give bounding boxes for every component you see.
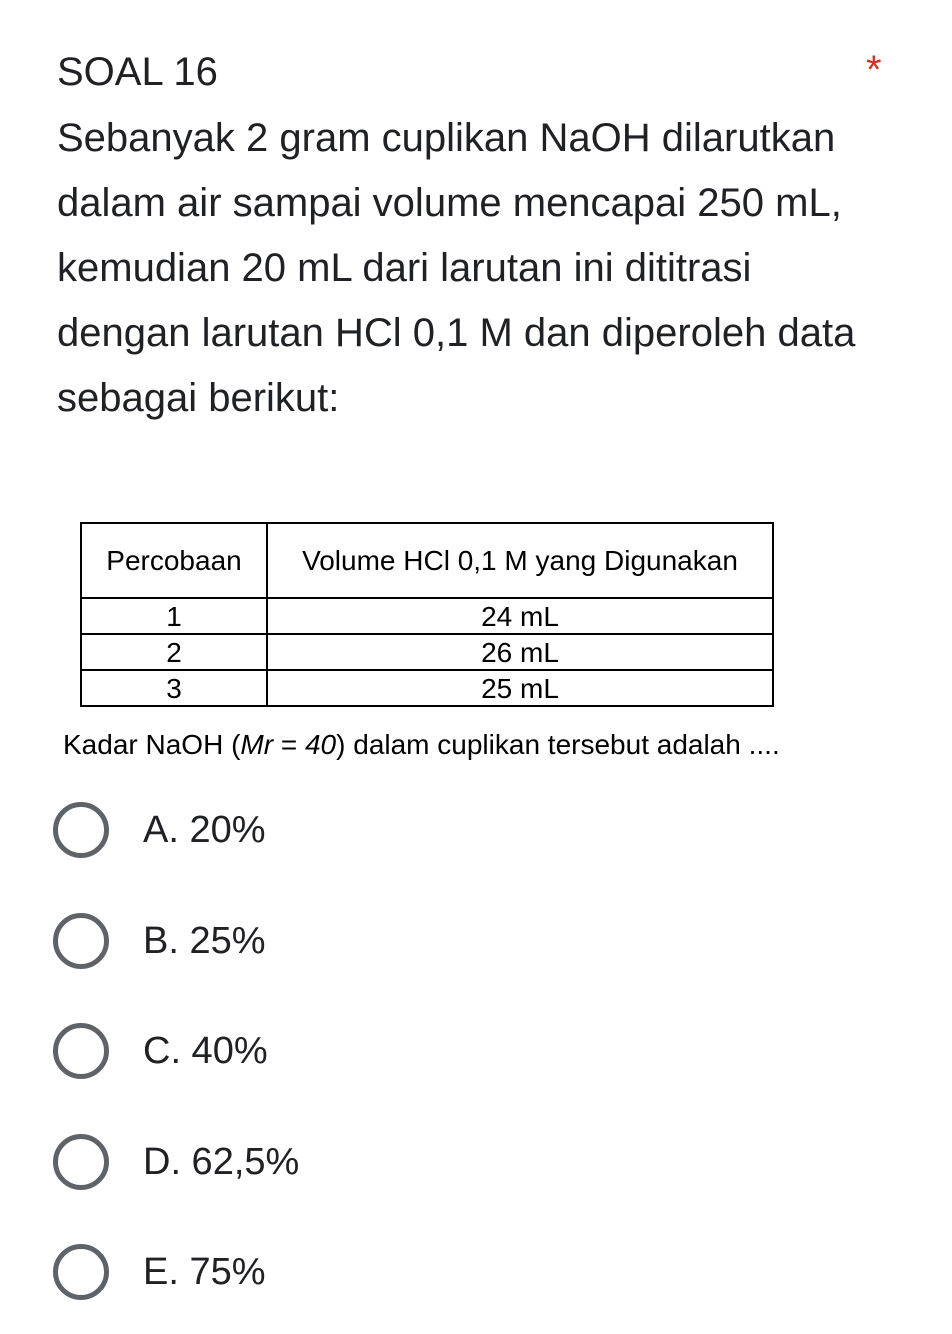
table-row: [81, 598, 773, 634]
question-title: SOAL 16: [57, 50, 218, 94]
option-d[interactable]: [53, 1132, 553, 1192]
table-cell-percobaan: 1: [81, 598, 267, 634]
radio-button-icon[interactable]: [53, 1134, 109, 1190]
radio-button-icon[interactable]: [53, 913, 109, 969]
table-cell-percobaan: 3: [81, 670, 267, 706]
prompt-mr: Mr: [240, 729, 274, 760]
table-cell-percobaan: 2: [81, 634, 267, 670]
titration-data-table: [80, 522, 774, 707]
option-label: A. 20%: [143, 809, 266, 851]
prompt-after: ) dalam cuplikan tersebut adalah ....: [336, 729, 780, 760]
prompt-value: 40: [304, 729, 337, 760]
option-c[interactable]: [53, 1021, 553, 1081]
table-cell-volume: 24 mL: [267, 598, 773, 634]
option-label: B. 25%: [143, 920, 266, 962]
header-volume-hcl: Volume HCl 0,1 M yang Digunakan: [267, 523, 773, 598]
radio-button-icon[interactable]: [53, 1023, 109, 1079]
prompt-eq: =: [273, 729, 305, 760]
header-percobaan: Percobaan: [81, 523, 267, 598]
question-prompt: [63, 727, 780, 763]
table-row: [81, 670, 773, 706]
table-header-row: [81, 523, 773, 598]
radio-button-icon[interactable]: [53, 1244, 109, 1300]
table-row: [81, 634, 773, 670]
option-b[interactable]: [53, 911, 553, 971]
table-cell-volume: 25 mL: [267, 670, 773, 706]
option-label: E. 75%: [143, 1251, 266, 1293]
radio-button-icon[interactable]: [53, 802, 109, 858]
option-e[interactable]: [53, 1242, 553, 1302]
prompt-before: Kadar NaOH (: [63, 729, 241, 760]
required-asterisk: *: [866, 48, 882, 92]
option-label: C. 40%: [143, 1030, 268, 1072]
option-label: D. 62,5%: [143, 1141, 300, 1183]
table-cell-volume: 26 mL: [267, 634, 773, 670]
option-a[interactable]: [53, 800, 553, 860]
question-text: Sebanyak 2 gram cuplikan NaOH dilarutkan dalam air sampai volume mencapai 250 mL, kemudian 20 mL dari larutan ini dititrasi dengan larutan HCl 0,1 M dan diperoleh data sebagai berikut:: [57, 116, 856, 420]
